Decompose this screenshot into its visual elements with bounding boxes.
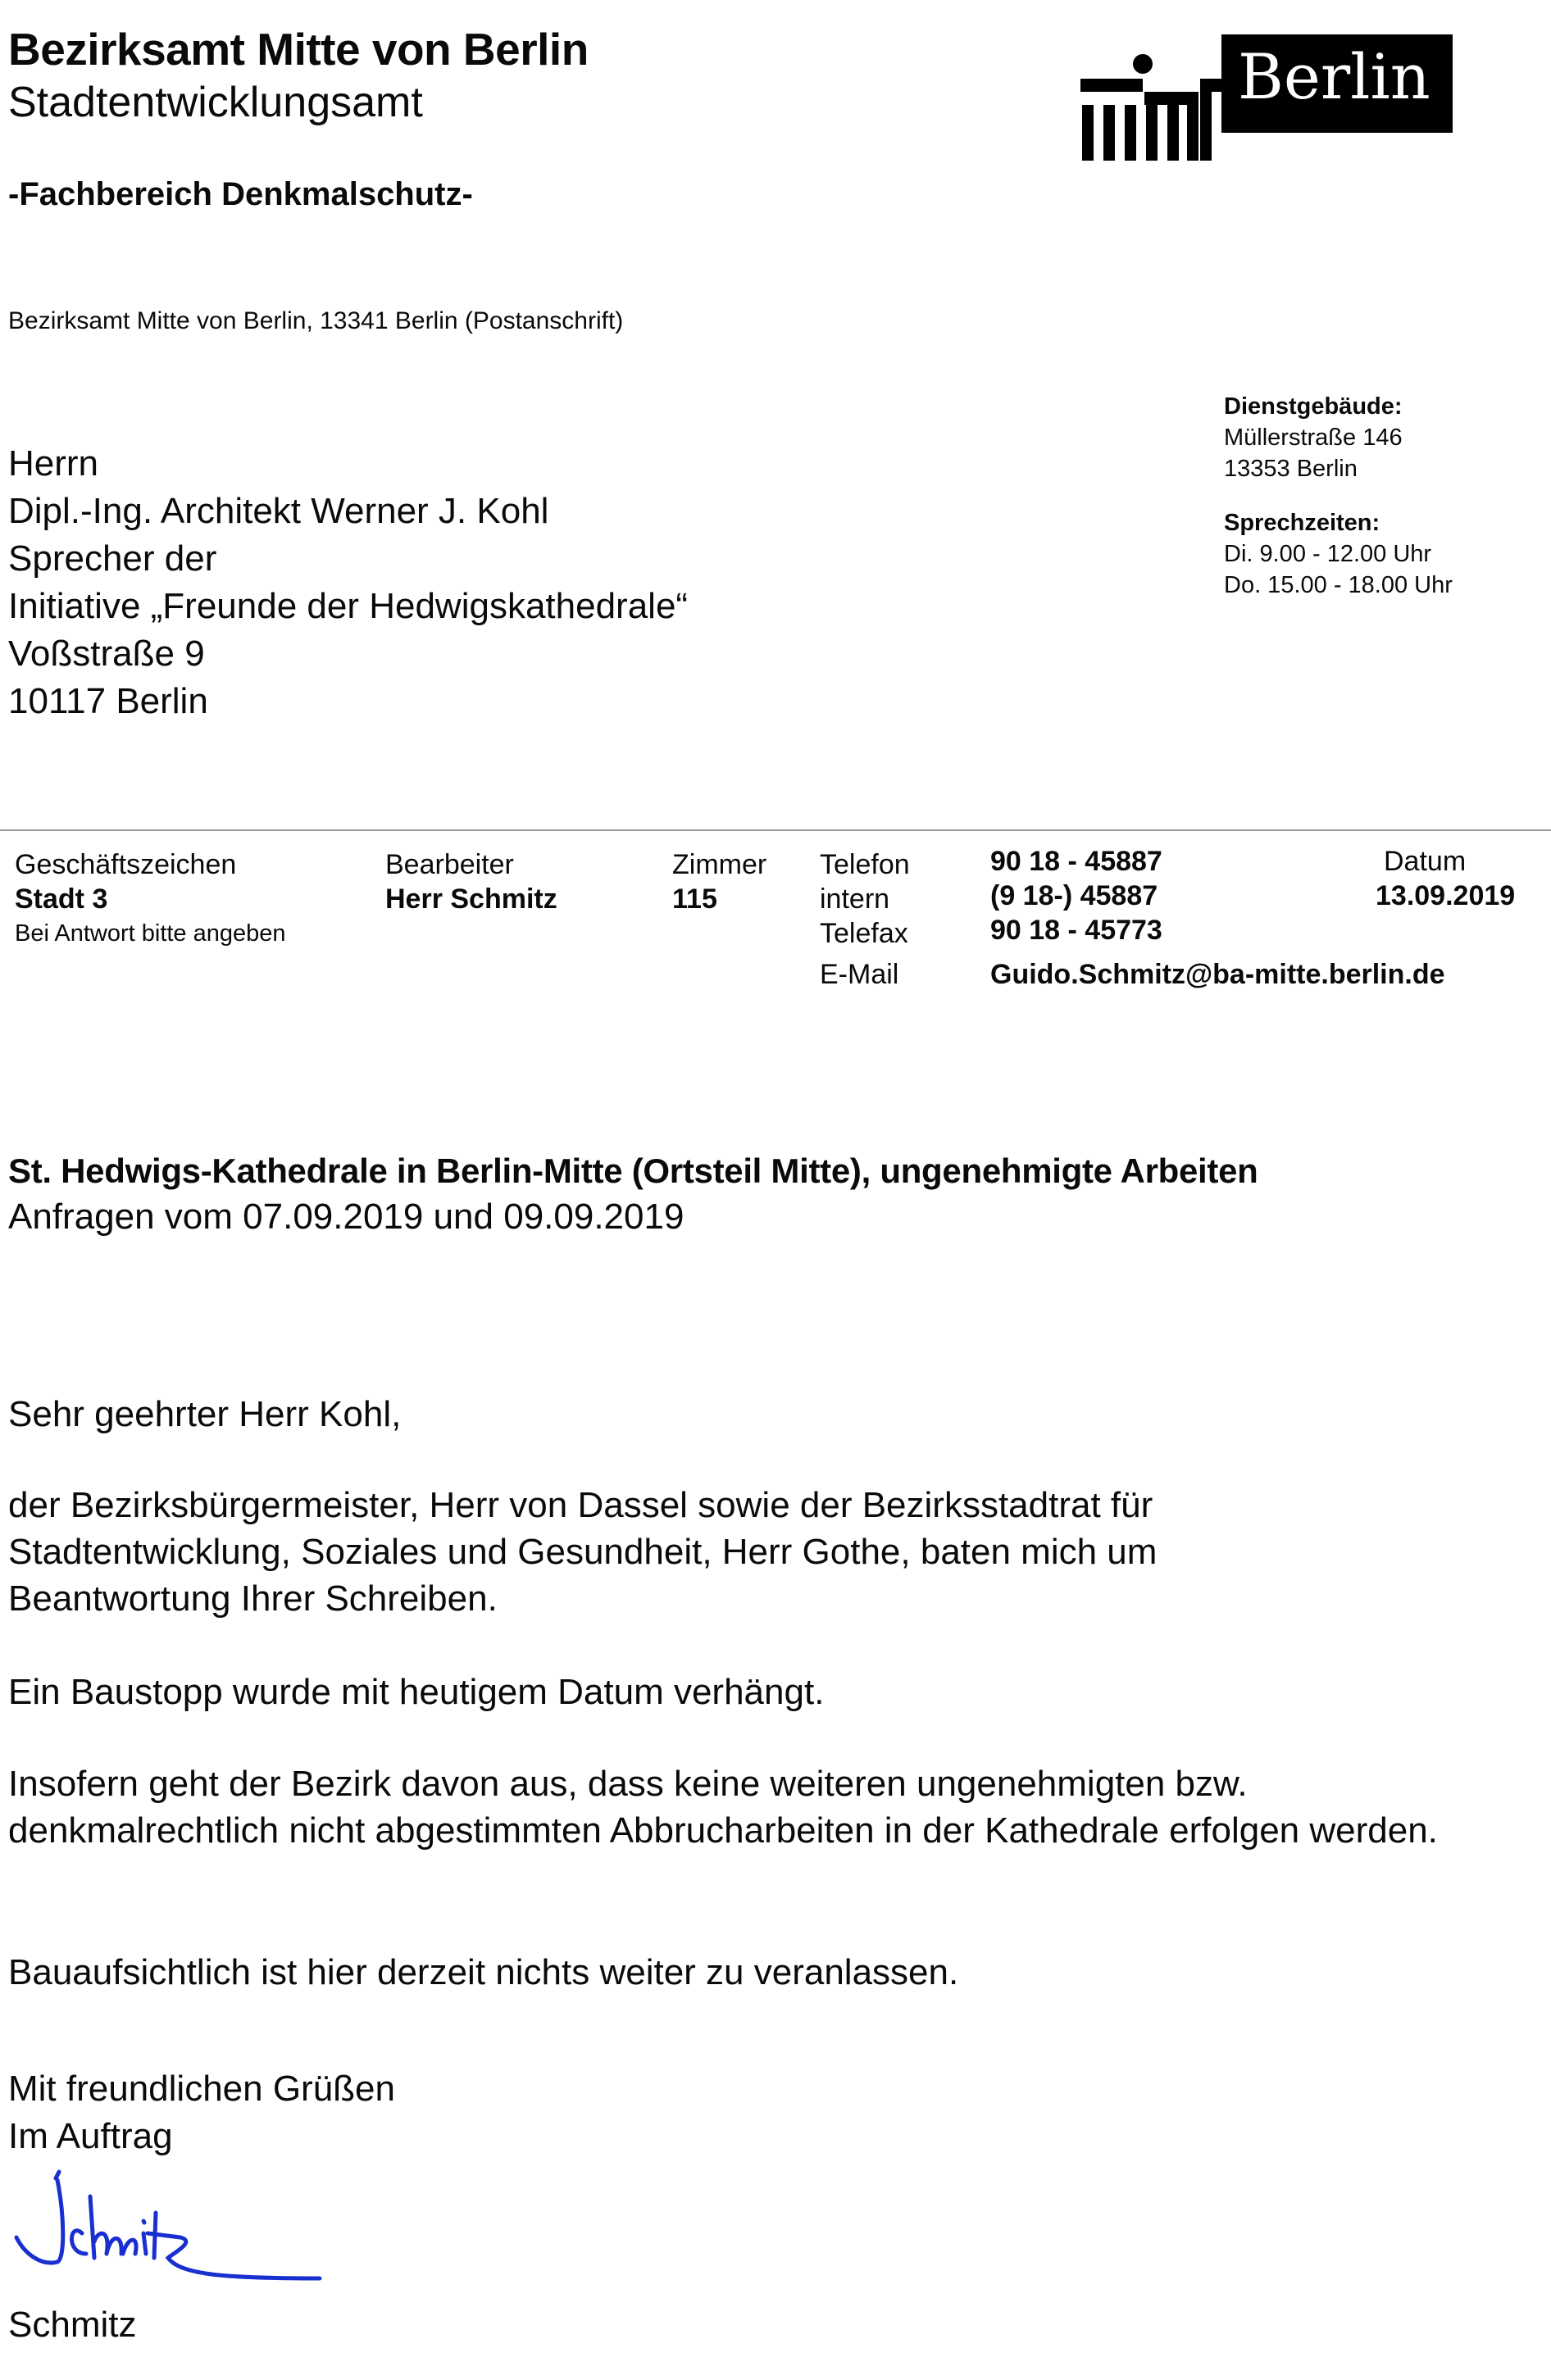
handler [385,847,557,916]
department-name: Stadtentwicklungsamt [8,79,423,126]
email-label: E-Mail [820,959,899,990]
fax-value: 90 18 - 45773 [990,915,1162,946]
room [672,847,766,916]
body-paragraph: Insofern geht der Bezirk davon aus, dass keine weiteren ungenehmigten bzw. denkmalrechtlich nicht abgestimmten Abbrucharbeiten in der Kathedrale erfolgen werden. [8,1764,1438,1851]
recipient-line: Sprecher der [8,538,217,579]
building-city: 13353 Berlin [1224,456,1358,482]
hours-line: Do. 15.00 - 18.00 Uhr [1224,572,1453,598]
hours-label: Sprechzeiten: [1224,510,1380,536]
body-paragraph: Bauaufsichtlich ist hier derzeit nichts weiter zu veranlassen. [8,1952,959,1992]
date-value: 13.09.2019 [1376,880,1516,911]
handler-value: Herr Schmitz [385,883,557,915]
file-note: Bei Antwort bitte angeben [15,920,286,947]
contact-values [990,844,1445,992]
fax-label: Telefax [820,918,908,949]
date [1376,844,1516,913]
hours-line: Di. 9.00 - 12.00 Uhr [1224,541,1432,567]
recipient-line: Voßstraße 9 [8,634,205,674]
postal-address-line: Bezirksamt Mitte von Berlin, 13341 Berlin (Postanschrift) [8,307,624,334]
room-value: 115 [672,883,717,915]
recipient-address [8,440,688,725]
building-label: Dienstgebäude: [1224,393,1403,420]
handwritten-signature-icon [8,2164,336,2287]
room-label: Zimmer [672,849,767,880]
intern-value: (9 18-) 45887 [990,880,1158,911]
file-reference [15,847,286,951]
on-behalf: Im Auftrag [8,2116,173,2156]
berlin-logo [1080,34,1490,166]
recipient-line: Dipl.-Ing. Architekt Werner J. Kohl [8,491,549,531]
body-paragraph: der Bezirksbürgermeister, Herr von Dassel sowie der Bezirksstadtrat für Stadtentwicklung, Soziales und Gesundheit, Herr Gothe, baten mich um Beantwortung Ihrer Schreiben. [8,1485,1158,1619]
handler-label: Bearbeiter [385,849,514,880]
phone-label: Telefon [820,849,910,880]
subject-subtitle: Anfragen vom 07.09.2019 und 09.09.2019 [8,1197,685,1237]
closing-greeting: Mit freundlichen Grüßen [8,2069,395,2109]
email-link[interactable]: Guido.Schmitz@ba-mitte.berlin.de [990,959,1445,990]
unit-name: -Fachbereich Denkmalschutz- [8,176,473,212]
file-label: Geschäftszeichen [15,849,237,880]
office-info [1224,391,1453,601]
file-value: Stadt 3 [15,883,108,915]
building-street: Müllerstraße 146 [1224,425,1403,451]
phone-value: 90 18 - 45887 [990,846,1162,877]
logo-text: Berlin [1238,40,1430,113]
contact-labels [820,847,910,992]
recipient-line: Herrn [8,443,99,484]
body-paragraph: Ein Baustopp wurde mit heutigem Datum verhängt. [8,1672,825,1712]
subject-title: St. Hedwigs-Kathedrale in Berlin-Mitte (Ortsteil Mitte), ungenehmigte Arbeiten [8,1151,1258,1190]
recipient-line: 10117 Berlin [8,681,208,721]
salutation: Sehr geehrter Herr Kohl, [8,1394,402,1434]
date-label: Datum [1384,846,1467,877]
divider-line [0,829,1551,831]
organization-name: Bezirksamt Mitte von Berlin [8,24,589,75]
recipient-line: Initiative „Freunde der Hedwigskathedrale“ [8,586,689,626]
signer-name: Schmitz [8,2305,137,2345]
intern-label: intern [820,883,890,915]
